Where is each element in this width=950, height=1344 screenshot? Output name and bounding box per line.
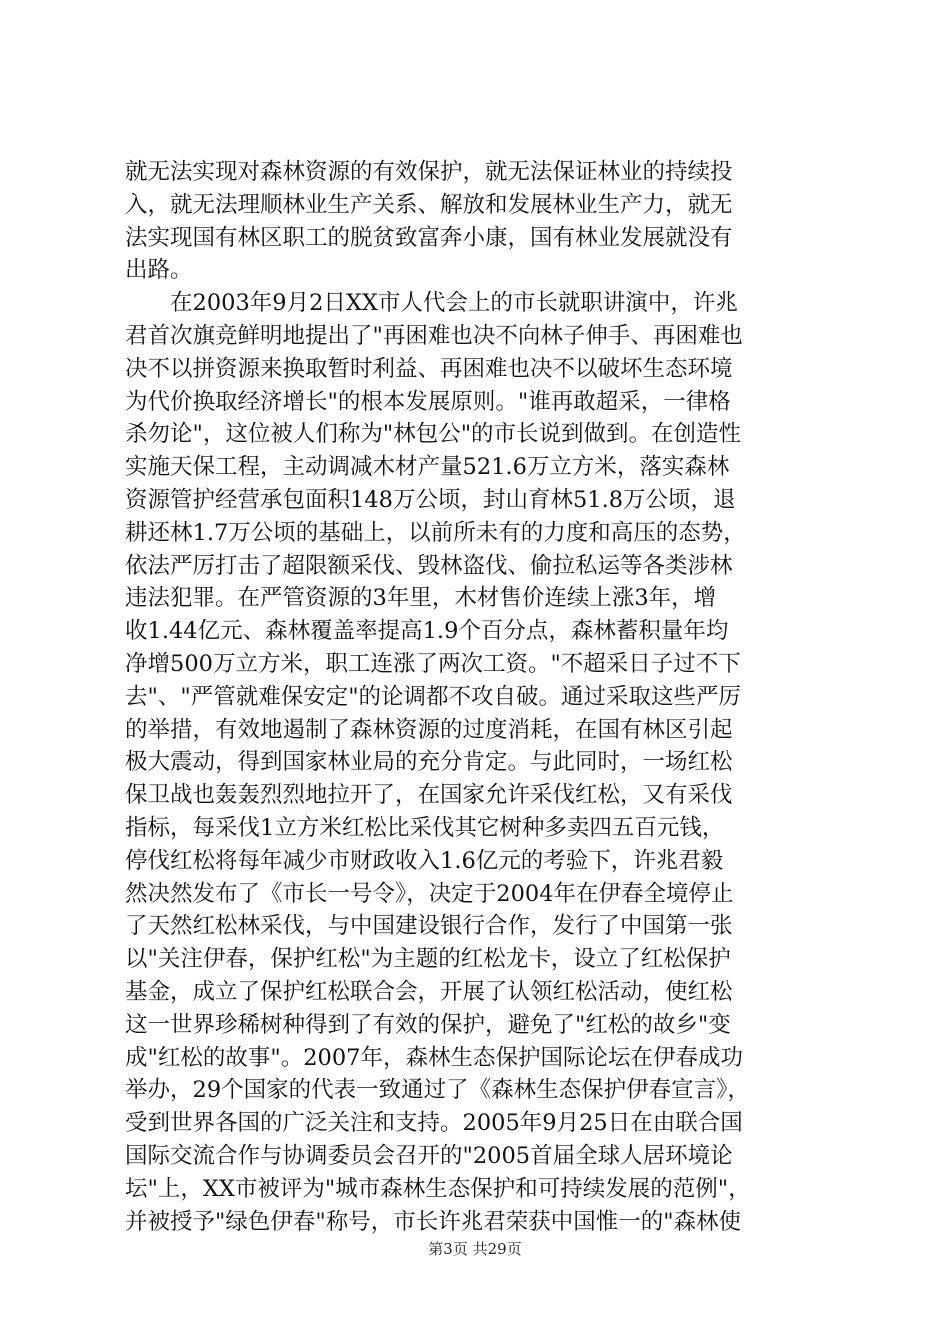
text-line: 并被授予"绿色伊春"称号，市长许兆君荣获中国惟一的"森林使 xyxy=(125,1208,742,1235)
text-line: 违法犯罪。在严管资源的3年里，木材售价连续上涨3年，增 xyxy=(125,585,717,612)
text-line: 了天然红松林采伐，与中国建设银行合作，发行了中国第一张 xyxy=(125,913,733,940)
text-line: 停伐红松将每年减少市财政收入1.6亿元的考验下，许兆君毅 xyxy=(125,847,724,874)
text-line: 君首次旗竞鲜明地提出了"再困难也决不向林子伸手、再困难也 xyxy=(125,322,743,349)
text-line: 收1.44亿元、森林覆盖率提高1.9个百分点，森林蓄积量年均 xyxy=(125,618,729,645)
text-line: 耕还林1.7万公顷的基础上，以前所未有的力度和高压的态势， xyxy=(125,519,746,546)
text-line: 国际交流合作与协调委员会召开的"2005首届全球人居环境论 xyxy=(125,1142,733,1169)
text-line: 极大震动，得到国家林业局的充分肯定。与此同时，一场红松 xyxy=(125,749,733,776)
text-line: 坛"上，XX市被评为"城市森林生态保护和可持续发展的范例"， xyxy=(125,1175,751,1202)
text-line: 举办，29个国家的代表一致通过了《森林生态保护伊春宣言》， xyxy=(125,1077,750,1104)
text-line: 然决然发布了《市长一号令》，决定于2004年在伊春全境停止 xyxy=(125,880,734,907)
page-footer: 第3页 共29页 xyxy=(428,1240,522,1258)
text-line: 成"红松的故事"。2007年，森林生态保护国际论坛在伊春成功 xyxy=(125,1044,743,1071)
text-line: 在2003年9月2日XX市人代会上的市长就职讲演中，许兆 xyxy=(125,290,738,317)
text-line: 受到世界各国的广泛关注和支持。2005年9月25日在由联合国 xyxy=(125,1110,743,1137)
text-line: 基金，成立了保护红松联合会，开展了认领红松活动，使红松 xyxy=(125,978,733,1005)
text-line: 指标，每采伐1立方米红松比采伐其它树种多卖四五百元钱， xyxy=(125,814,725,841)
text-line: 依法严厉打击了超限额采伐、毁林盗伐、偷拉私运等各类涉林 xyxy=(125,552,733,579)
text-line: 为代价换取经济增长"的根本发展原则。"谁再敢超采，一律格 xyxy=(125,388,731,415)
text-line: 净增500万立方米，职工连涨了两次工资。"不超采日子过不下 xyxy=(125,650,741,677)
text-line: 决不以拼资源来换取暂时利益、再困难也决不以破坏生态环境 xyxy=(125,355,733,382)
body-text xyxy=(125,156,837,1238)
text-line: 杀勿论"，这位被人们称为"林包公"的市长说到做到。在创造性 xyxy=(125,421,742,448)
text-line: 资源管护经营承包面积148万公顷，封山育林51.8万公顷，退 xyxy=(125,486,736,513)
text-line: 就无法实现对森林资源的有效保护，就无法保证林业的持续投 xyxy=(125,159,733,185)
text-line: 法实现国有林区职工的脱贫致富奔小康，国有林业发展就没有 xyxy=(125,224,733,251)
text-line: 以"关注伊春，保护红松"为主题的红松龙卡，设立了红松保护 xyxy=(125,946,731,973)
text-line: 实施天保工程，主动调减木材产量521.6万立方米，落实森林 xyxy=(125,454,730,481)
text-line: 这一世界珍稀树种得到了有效的保护，避免了"红松的故乡"变 xyxy=(125,1011,731,1038)
text-line: 保卫战也轰轰烈烈地拉开了，在国家允许采伐红松，又有采伐 xyxy=(125,782,733,809)
text-line: 的举措，有效地遏制了森林资源的过度消耗，在国有林区引起 xyxy=(125,716,733,743)
text-line: 入，就无法理顺林业生产关系、解放和发展林业生产力，就无 xyxy=(125,191,733,218)
text-line: 去"、"严管就难保安定"的论调都不攻自破。通过采取这些严厉 xyxy=(125,683,742,710)
text-line: 出路。 xyxy=(125,257,193,284)
